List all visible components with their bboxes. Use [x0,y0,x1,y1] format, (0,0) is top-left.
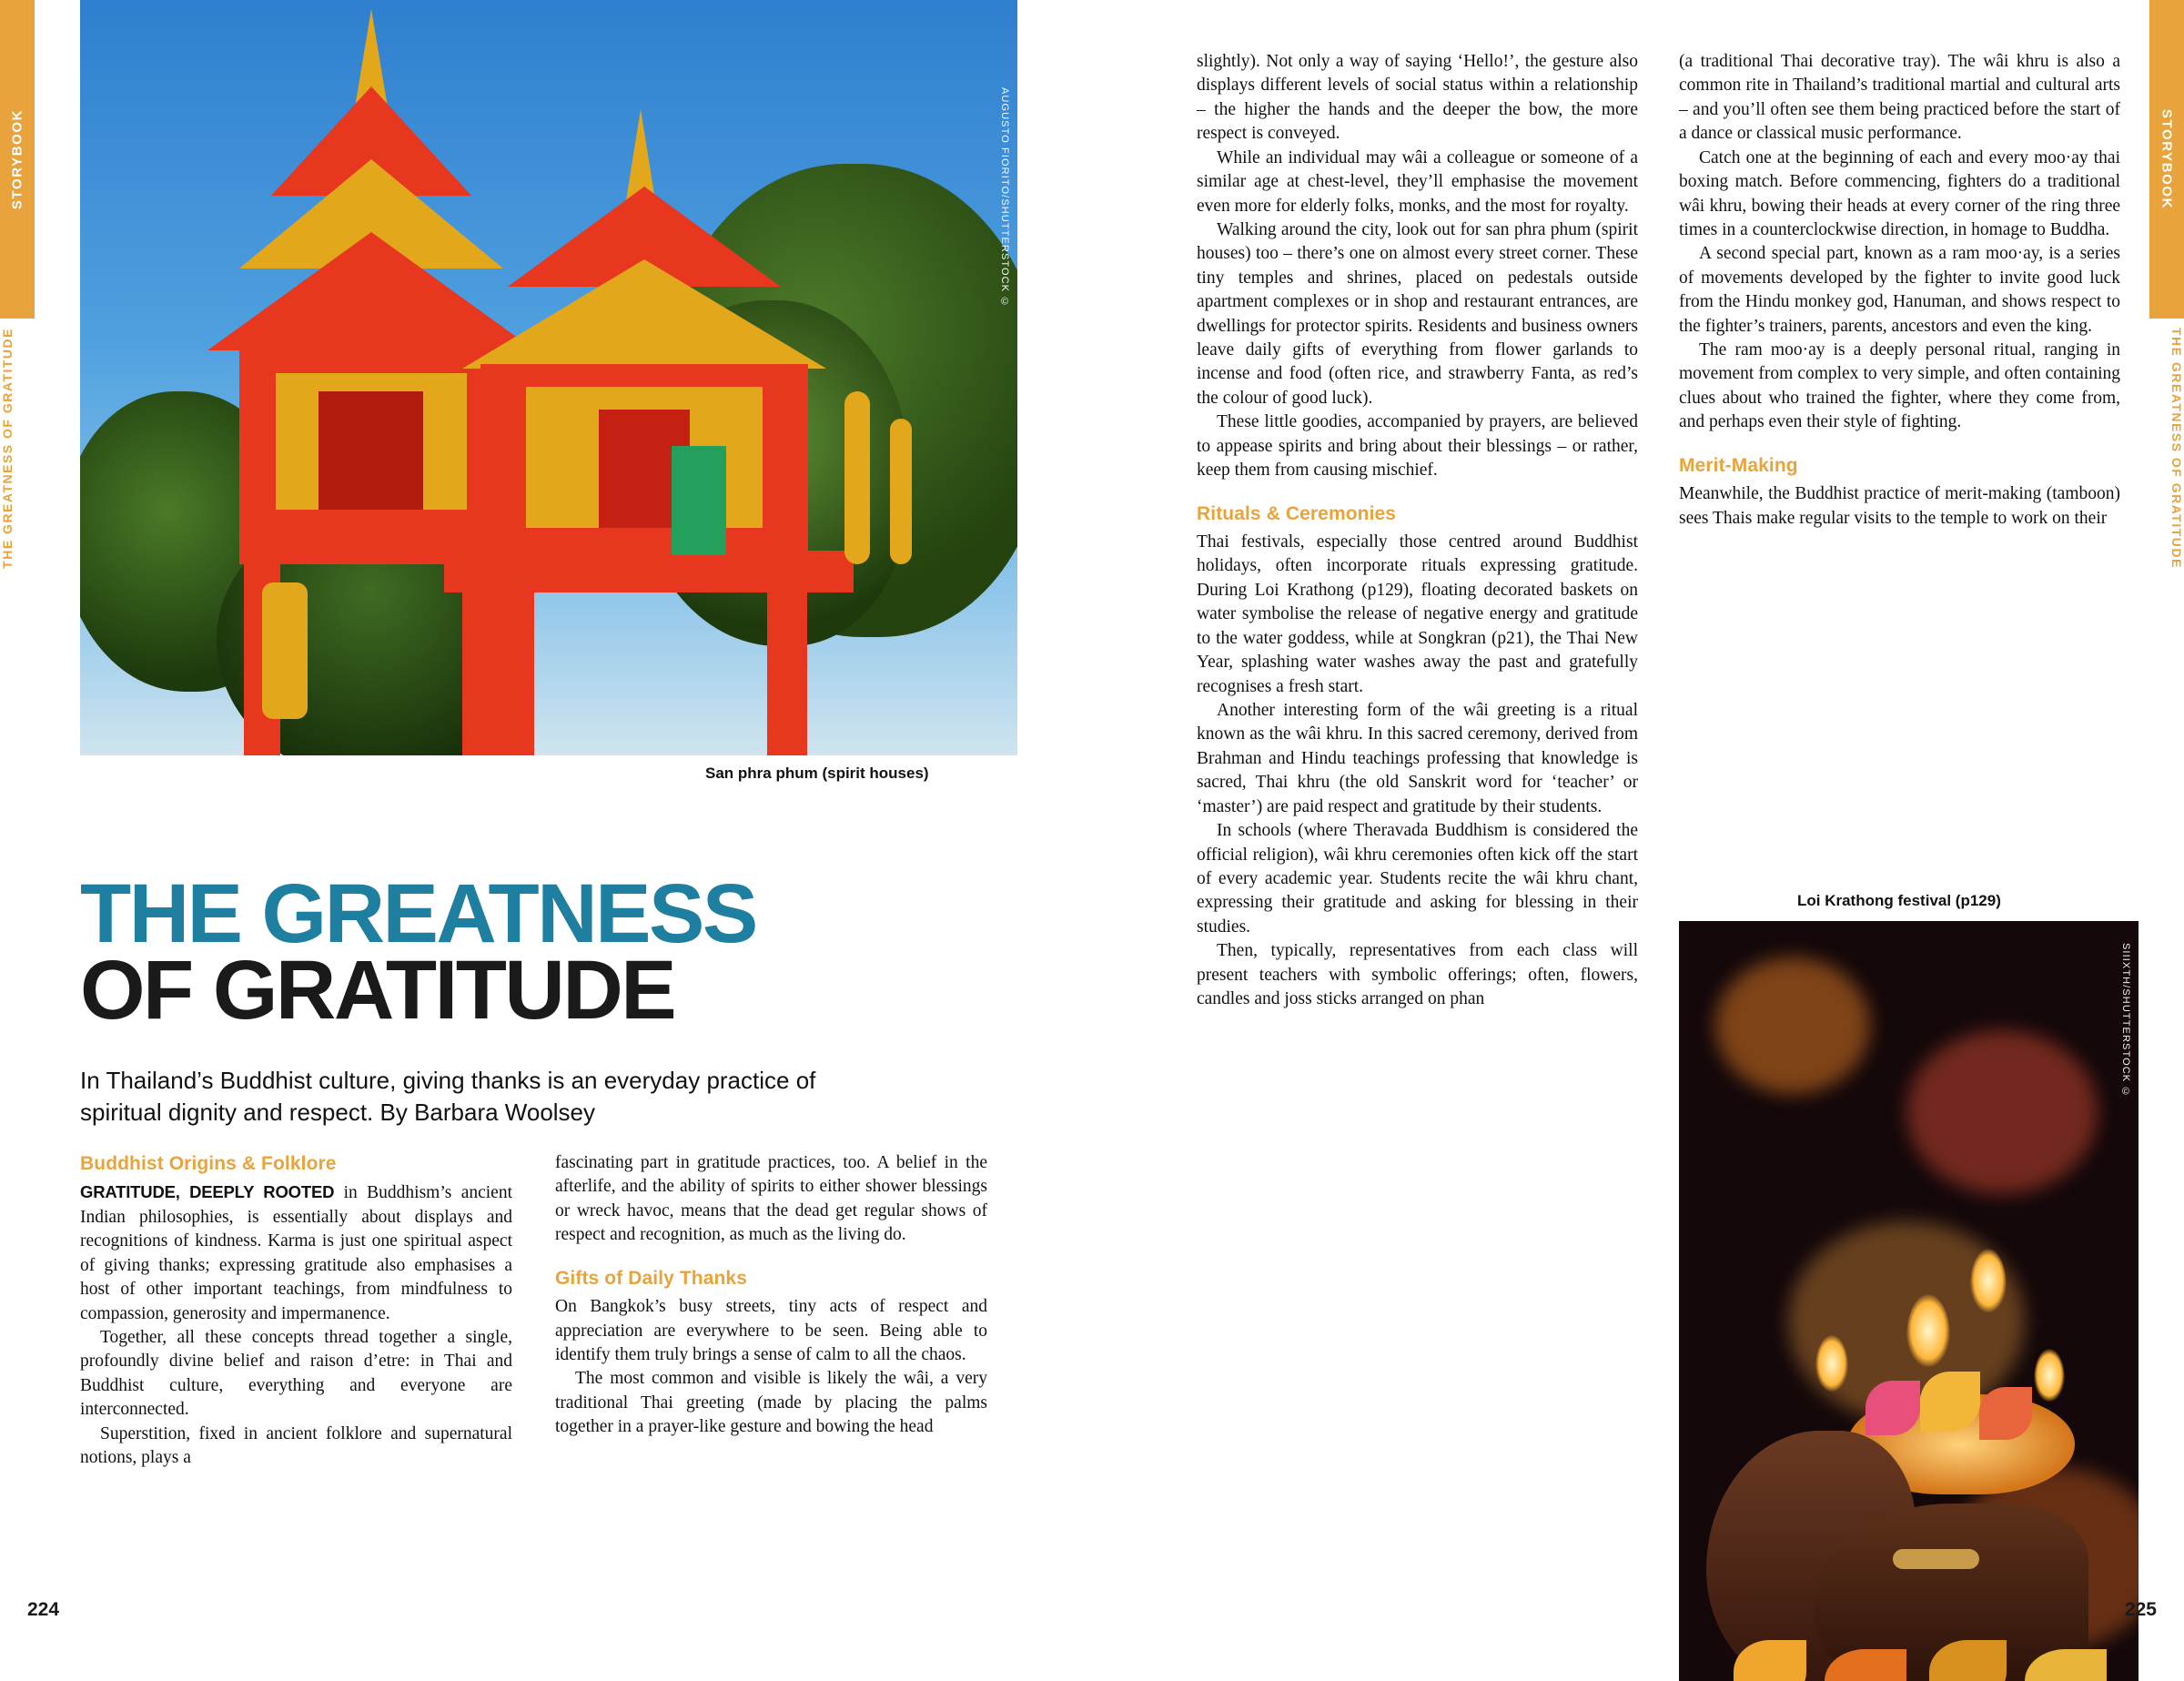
flower-petal [1866,1381,1920,1435]
drop-intro: GRATITUDE, DEEPLY ROOTED [80,1182,335,1202]
page-title [80,866,1036,1038]
paragraph: The most common and visible is likely the wâi, a very traditional Thai greeting (made by placing the palms together in a prayer-like gesture and bowing the head [555,1369,987,1437]
body-column-right-2 [1679,50,2120,531]
photo-credit-right: SIIIXTH/SHUTTERSTOCK © [2120,943,2131,1099]
paragraph: Together, all these concepts thread together a single, profoundly divine belief and raison d’etre: in Thai and Buddhist culture, everything and everyone are interconnected. [80,1327,512,1420]
paragraph: In schools (where Theravada Buddhism is considered the official religion), wâi khru ceremonies often kick off the start of every academic year. Students recite the wâi khru chant, expressing their gratitude and asking for blessing in their studies. [1197,821,1638,937]
flower-petal [1920,1372,1980,1432]
paragraph: A second special part, known as a ram moo·ay, is a series of movements developed by the fighter to invite good luck from the Hindu monkey god, Hanuman, and shows respect to the fighter’s trainers, parents, ancestors and even the king. [1679,244,2120,336]
paragraph: On Bangkok’s busy streets, tiny acts of respect and appreciation are everywhere to be seen. Being able to identify them truly brings a sense of calm to all the chaos. [555,1297,987,1364]
section-tab-right [2149,0,2184,319]
shrine-pillar [767,592,807,755]
paragraph: Superstition, fixed in ancient folklore and supernatural notions, plays a [80,1423,512,1468]
shrine-offering [672,446,726,555]
paragraph: Walking around the city, look out for san phra phum (spirit houses) too – there’s one on almost every street corner. These tiny temples and shrines, placed on pedestals outside apartment complexes or in shop and restaurant entrances, are dwellings for protector spirits. Residents and business owners leave daily gifts of everything from flower garlands to incense and food (often rice, and strawberry Fanta, as red’s the colour of good luck). [1197,219,1638,408]
section-tab-label: STORYBOOK [2159,108,2175,210]
paragraph: Catch one at the beginning of each and every moo·ay thai boxing match. Before commencing, fighters do a traditional wâi khru, bowing their heads at every corner of the ring three times in a counterclockwise direction, in homage to Buddha. [1679,147,2120,239]
body-column-left-2 [555,1151,987,1440]
paragraph-text: in Buddhism’s ancient Indian philosophies, is essentially about displays and recognitions of kindness. Karma is just one spiritual aspect of giving thanks; expressing gratitude also emphasises a host of other important teachings, from mindfulness to compassion, generosity and impermanence. [80,1183,512,1323]
photo-caption-right: Loi Krathong festival (p129) [1797,892,2001,909]
loi-krathong-photo [1679,921,2138,1681]
shrine-figure [262,582,308,719]
photo-caption-left: San phra phum (spirit houses) [705,765,929,782]
section-tab-label: STORYBOOK [9,108,25,210]
paragraph: Then, typically, representatives from each class will present teachers with symbolic offerings; often, flowers, candles and joss sticks arranged on phan [1197,941,1638,1009]
running-head-left: THE GREATNESS OF GRATITUDE [0,328,15,569]
shrine-base [444,551,854,592]
standfirst: In Thailand’s Buddhist culture, giving thanks is an everyday practice of spiritual dignity and respect. By Barbara Woolsey [80,1067,816,1127]
page-number-left: 224 [27,1599,60,1620]
shrine-roof [462,259,826,369]
running-head-right: THE GREATNESS OF GRATITUDE [2169,328,2184,569]
paragraph: The ram moo·ay is a deeply personal ritual, ranging in movement from complex to very simple, and often containing clues about who trained the fighter, where they come from, and perhaps even their style of fighting. [1679,340,2120,432]
bracelet [1893,1549,1979,1569]
shrine-finial [890,419,912,564]
flower-petal [1979,1387,2032,1440]
paragraph: fascinating part in gratitude practices, too. A belief in the afterlife, and the ability of spirits to either shower blessings or wreck havoc, means that the dead get regular shows of respect and recognition, as much as the living do. [555,1153,987,1245]
section-tab-left [0,0,35,319]
lantern-glow [1906,1030,2098,1194]
paragraph: Thai festivals, especially those centred around Buddhist holidays, often incorporate rituals expressing gratitude. During Loi Krathong (p129), floating decorated baskets on water symbolise the release of negative energy and gratitude to the water goddess, while at Songkran (p21), the Thai New Year, splashing water washes away the past and gratefully recognises a fresh start. [1197,532,1638,696]
body-column-right-1 [1197,50,1638,1011]
photo-credit-left: AUGUSTO FIORITO/SHUTTERSTOCK © [999,87,1010,309]
headline-line-1: THE GREATNESS [80,866,756,960]
paragraph: slightly). Not only a way of saying ‘Hello!’, the gesture also displays different levels of social status within a relationship – the higher the hands and the deeper the bow, the more respect is conveyed. [1197,52,1638,144]
paragraph [80,1180,512,1326]
body-column-left-1 [80,1151,512,1471]
headline-line-2: OF GRATITUDE [80,944,675,1038]
subhead-merit-making: Merit-Making [1679,454,1798,476]
page-number-right: 225 [2124,1599,2157,1620]
shrine-finial [844,391,870,564]
paragraph: Another interesting form of the wâi greeting is a ritual known as the wâi khru. In this sacred ceremony, derived from Brahman and Hindu teachings professing that knowledge is sacred, Thai khru (the old Sanskrit word for ‘teacher’ or ‘master’) are paid respect and gratitude by their students. [1197,701,1638,816]
subhead-buddhist-origins: Buddhist Origins & Folklore [80,1153,337,1174]
lantern-glow [1715,957,1870,1094]
right-page [1119,0,2184,1681]
paragraph: These little goodies, accompanied by prayers, are believed to appease spirits and bring about their blessings – or rather, keep them from causing mischief. [1197,412,1638,481]
paragraph: (a traditional Thai decorative tray). The wâi khru is also a common rite in Thailand’s traditional martial and cultural arts – and you’ll often see them being practiced before the start of a dance or classical music performance. [1679,52,2120,144]
subhead-gifts-of-daily-thanks: Gifts of Daily Thanks [555,1267,747,1289]
paragraph: While an individual may wâi a colleague or someone of a similar age at chest-level, they’ll emphasise the movement even more for elderly folks, monks, and the most for royalty. [1197,147,1638,216]
paragraph: Meanwhile, the Buddhist practice of merit-making (tamboon) sees Thais make regular visits to the temple to work on their [1679,484,2120,528]
shrine-door [318,391,423,510]
shrine-pillar [494,592,534,755]
spirit-house-photo [80,0,1017,755]
subhead-rituals-ceremonies: Rituals & Ceremonies [1197,502,1397,524]
